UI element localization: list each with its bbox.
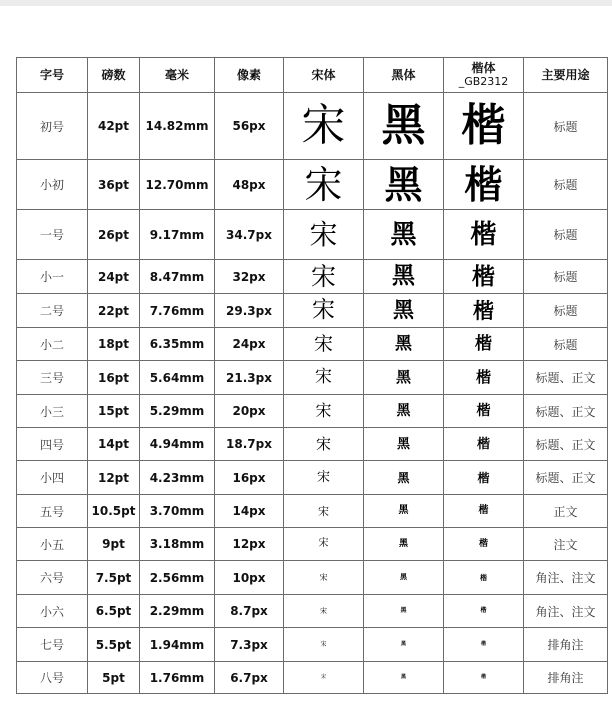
- hei-sample: 黑: [364, 428, 444, 461]
- header-hei: 黑体: [364, 58, 444, 93]
- mm-cell: 3.70mm: [140, 495, 215, 528]
- size-name-cell: 小初: [17, 160, 88, 210]
- mm-cell: 6.35mm: [140, 328, 215, 361]
- kai-sample: 楷: [444, 395, 524, 428]
- usage-cell: 标题: [524, 294, 608, 328]
- table-row: [17, 495, 608, 528]
- size-name-cell: 小五: [17, 528, 88, 561]
- song-sample: 宋: [284, 160, 364, 210]
- table-row: [17, 561, 608, 595]
- px-cell: 32px: [215, 260, 284, 294]
- points-cell: 36pt: [88, 160, 140, 210]
- table-row: [17, 395, 608, 428]
- kai-sample: 楷: [444, 662, 524, 694]
- mm-cell: 9.17mm: [140, 210, 215, 260]
- size-name-cell: 一号: [17, 210, 88, 260]
- mm-cell: 3.18mm: [140, 528, 215, 561]
- usage-cell: 标题、正文: [524, 361, 608, 395]
- mm-cell: 7.76mm: [140, 294, 215, 328]
- size-name-cell: 初号: [17, 93, 88, 160]
- points-cell: 15pt: [88, 395, 140, 428]
- size-name-cell: 小六: [17, 595, 88, 628]
- size-name-cell: 八号: [17, 662, 88, 694]
- hei-sample: 黑: [364, 528, 444, 561]
- kai-sample: 楷: [444, 294, 524, 328]
- points-cell: 10.5pt: [88, 495, 140, 528]
- points-cell: 22pt: [88, 294, 140, 328]
- points-cell: 12pt: [88, 461, 140, 495]
- mm-cell: 8.47mm: [140, 260, 215, 294]
- table-row: [17, 428, 608, 461]
- song-sample: 宋: [284, 595, 364, 628]
- size-name-cell: 二号: [17, 294, 88, 328]
- px-cell: 10px: [215, 561, 284, 595]
- hei-sample: 黑: [364, 495, 444, 528]
- px-cell: 7.3px: [215, 628, 284, 662]
- usage-cell: 排角注: [524, 662, 608, 694]
- table-row: [17, 662, 608, 694]
- top-band: [0, 0, 612, 6]
- usage-cell: 标题、正文: [524, 461, 608, 495]
- size-name-cell: 小二: [17, 328, 88, 361]
- header-size-name: 字号: [17, 58, 88, 93]
- usage-cell: 角注、注文: [524, 595, 608, 628]
- font-size-table: [16, 57, 608, 694]
- mm-cell: 2.29mm: [140, 595, 215, 628]
- px-cell: 21.3px: [215, 361, 284, 395]
- size-name-cell: 小四: [17, 461, 88, 495]
- usage-cell: 正文: [524, 495, 608, 528]
- px-cell: 14px: [215, 495, 284, 528]
- points-cell: 7.5pt: [88, 561, 140, 595]
- kai-sample: 楷: [444, 628, 524, 662]
- px-cell: 18.7px: [215, 428, 284, 461]
- hei-sample: 黑: [364, 395, 444, 428]
- table-row: [17, 595, 608, 628]
- px-cell: 12px: [215, 528, 284, 561]
- song-sample: 宋: [284, 528, 364, 561]
- table-row: [17, 260, 608, 294]
- size-name-cell: 小三: [17, 395, 88, 428]
- kai-sample: 楷: [444, 361, 524, 395]
- points-cell: 14pt: [88, 428, 140, 461]
- table-body: [17, 93, 608, 694]
- points-cell: 42pt: [88, 93, 140, 160]
- song-sample: 宋: [284, 428, 364, 461]
- px-cell: 24px: [215, 328, 284, 361]
- kai-sample: 楷: [444, 210, 524, 260]
- table-row: [17, 294, 608, 328]
- px-cell: 6.7px: [215, 662, 284, 694]
- song-sample: 宋: [284, 395, 364, 428]
- px-cell: 34.7px: [215, 210, 284, 260]
- usage-cell: 标题: [524, 93, 608, 160]
- header-pixels: 像素: [215, 58, 284, 93]
- hei-sample: 黑: [364, 93, 444, 160]
- song-sample: 宋: [284, 210, 364, 260]
- kai-sample: 楷: [444, 260, 524, 294]
- usage-cell: 角注、注文: [524, 561, 608, 595]
- header-song: 宋体: [284, 58, 364, 93]
- usage-cell: 标题: [524, 328, 608, 361]
- hei-sample: 黑: [364, 461, 444, 495]
- points-cell: 26pt: [88, 210, 140, 260]
- mm-cell: 12.70mm: [140, 160, 215, 210]
- mm-cell: 2.56mm: [140, 561, 215, 595]
- header-kai: [444, 58, 524, 93]
- points-cell: 16pt: [88, 361, 140, 395]
- table-row: [17, 361, 608, 395]
- mm-cell: 4.23mm: [140, 461, 215, 495]
- size-name-cell: 四号: [17, 428, 88, 461]
- px-cell: 20px: [215, 395, 284, 428]
- song-sample: 宋: [284, 260, 364, 294]
- kai-sample: 楷: [444, 461, 524, 495]
- kai-sample: 楷: [444, 528, 524, 561]
- table-row: [17, 160, 608, 210]
- kai-sample: 楷: [444, 160, 524, 210]
- hei-sample: 黑: [364, 595, 444, 628]
- points-cell: 5.5pt: [88, 628, 140, 662]
- hei-sample: 黑: [364, 328, 444, 361]
- song-sample: 宋: [284, 628, 364, 662]
- usage-cell: 排角注: [524, 628, 608, 662]
- kai-sample: 楷: [444, 428, 524, 461]
- px-cell: 56px: [215, 93, 284, 160]
- px-cell: 48px: [215, 160, 284, 210]
- table-row: [17, 461, 608, 495]
- usage-cell: 注文: [524, 528, 608, 561]
- usage-cell: 标题: [524, 160, 608, 210]
- header-kai-line1: 楷体: [471, 61, 496, 75]
- points-cell: 5pt: [88, 662, 140, 694]
- hei-sample: 黑: [364, 210, 444, 260]
- mm-cell: 5.29mm: [140, 395, 215, 428]
- header-kai-line2: _GB2312: [458, 75, 509, 88]
- size-name-cell: 小一: [17, 260, 88, 294]
- song-sample: 宋: [284, 495, 364, 528]
- size-name-cell: 六号: [17, 561, 88, 595]
- hei-sample: 黑: [364, 361, 444, 395]
- points-cell: 18pt: [88, 328, 140, 361]
- kai-sample: 楷: [444, 595, 524, 628]
- usage-cell: 标题、正文: [524, 395, 608, 428]
- kai-sample: 楷: [444, 328, 524, 361]
- kai-sample: 楷: [444, 93, 524, 160]
- size-name-cell: 七号: [17, 628, 88, 662]
- size-name-cell: 三号: [17, 361, 88, 395]
- table-row: [17, 528, 608, 561]
- table-row: [17, 628, 608, 662]
- hei-sample: 黑: [364, 294, 444, 328]
- song-sample: 宋: [284, 328, 364, 361]
- mm-cell: 1.94mm: [140, 628, 215, 662]
- hei-sample: 黑: [364, 260, 444, 294]
- px-cell: 29.3px: [215, 294, 284, 328]
- header-usage: 主要用途: [524, 58, 608, 93]
- hei-sample: 黑: [364, 662, 444, 694]
- table-header-row: [17, 58, 608, 93]
- hei-sample: 黑: [364, 160, 444, 210]
- song-sample: 宋: [284, 294, 364, 328]
- table-row: [17, 210, 608, 260]
- usage-cell: 标题、正文: [524, 428, 608, 461]
- song-sample: 宋: [284, 461, 364, 495]
- song-sample: 宋: [284, 662, 364, 694]
- mm-cell: 4.94mm: [140, 428, 215, 461]
- points-cell: 9pt: [88, 528, 140, 561]
- size-name-cell: 五号: [17, 495, 88, 528]
- hei-sample: 黑: [364, 628, 444, 662]
- px-cell: 8.7px: [215, 595, 284, 628]
- kai-sample: 楷: [444, 561, 524, 595]
- table-row: [17, 93, 608, 160]
- px-cell: 16px: [215, 461, 284, 495]
- header-millimeters: 毫米: [140, 58, 215, 93]
- usage-cell: 标题: [524, 260, 608, 294]
- song-sample: 宋: [284, 561, 364, 595]
- mm-cell: 5.64mm: [140, 361, 215, 395]
- header-points: 磅数: [88, 58, 140, 93]
- table-row: [17, 328, 608, 361]
- kai-sample: 楷: [444, 495, 524, 528]
- points-cell: 6.5pt: [88, 595, 140, 628]
- song-sample: 宋: [284, 93, 364, 160]
- usage-cell: 标题: [524, 210, 608, 260]
- mm-cell: 14.82mm: [140, 93, 215, 160]
- hei-sample: 黑: [364, 561, 444, 595]
- points-cell: 24pt: [88, 260, 140, 294]
- song-sample: 宋: [284, 361, 364, 395]
- mm-cell: 1.76mm: [140, 662, 215, 694]
